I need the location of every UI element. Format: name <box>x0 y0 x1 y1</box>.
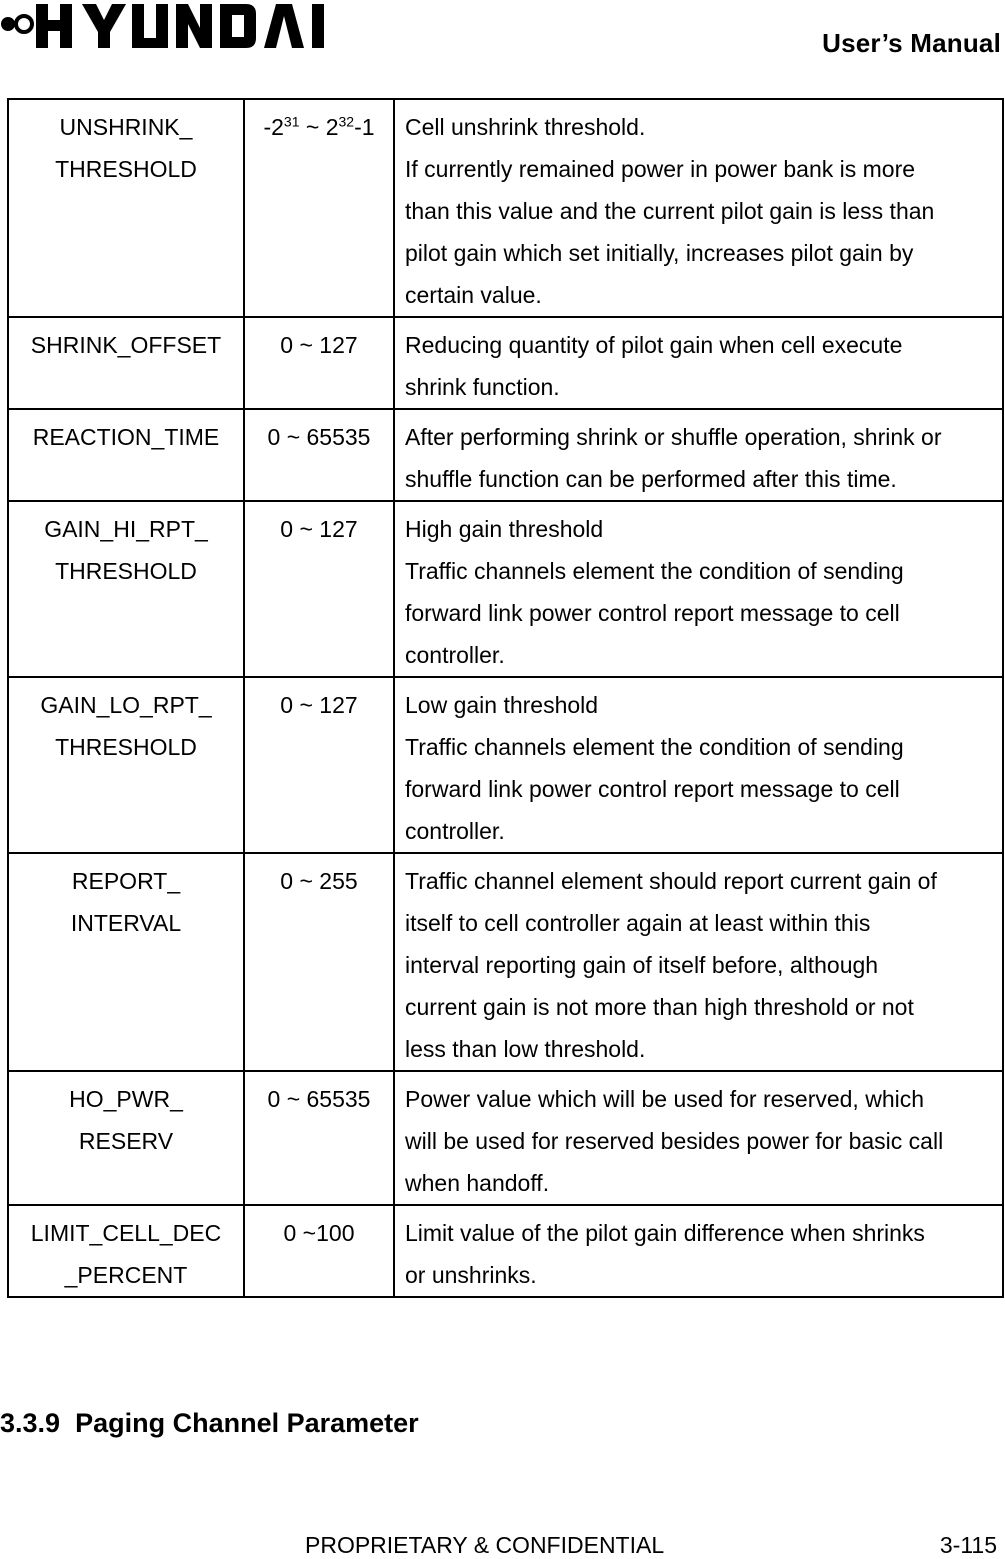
parameter-range: 0 ~ 65535 <box>267 424 371 450</box>
parameter-description-cell <box>394 317 1003 409</box>
manual-title: User’s Manual <box>822 28 1001 58</box>
parameter-description: After performing shrink or shuffle operation, shrink or <box>405 424 942 450</box>
parameter-description: current gain is not more than high threshold or not <box>405 994 914 1020</box>
parameter-range: 0 ~ 127 <box>280 332 358 358</box>
parameter-name: GAIN_LO_RPT_ <box>40 692 212 718</box>
parameter-range-cell <box>244 409 394 501</box>
section-title: Paging Channel Parameter <box>75 1408 419 1438</box>
parameter-description-cell <box>394 501 1003 677</box>
parameter-description: Reducing quantity of pilot gain when cell execute <box>405 332 903 358</box>
range-text: ~ 2 <box>299 114 339 140</box>
parameter-name-cell <box>8 1071 244 1205</box>
parameter-description: forward link power control report message to cell <box>405 600 900 626</box>
parameter-description: Traffic channels element the condition of sending <box>405 734 904 760</box>
parameter-description: will be used for reserved besides power for basic call <box>405 1128 944 1154</box>
parameter-name: INTERVAL <box>70 910 182 936</box>
range-exponent: 32 <box>338 113 355 130</box>
table-row <box>8 853 1003 1071</box>
parameter-range-cell <box>244 99 394 317</box>
parameter-range-cell <box>244 501 394 677</box>
range-exponent: 31 <box>283 113 300 130</box>
parameter-description: certain value. <box>405 282 542 308</box>
parameter-description: itself to cell controller again at least within this <box>405 910 871 936</box>
parameter-range-cell <box>244 317 394 409</box>
parameter-description: If currently remained power in power bank is more <box>405 156 916 182</box>
parameter-table <box>7 98 1004 1298</box>
parameter-range: 0 ~ 65535 <box>267 1086 371 1112</box>
parameter-range-cell <box>244 1071 394 1205</box>
hyundai-logo <box>0 0 330 60</box>
section-number: 3.3.9 <box>0 1408 61 1438</box>
hyundai-logo-mark <box>0 0 330 60</box>
parameter-description: than this value and the current pilot gain is less than <box>405 198 935 224</box>
footer-confidential: PROPRIETARY & CONFIDENTIAL <box>305 1532 665 1558</box>
parameter-description-cell <box>394 677 1003 853</box>
parameter-description-cell <box>394 1205 1003 1297</box>
parameter-table-body <box>8 99 1003 1297</box>
table-row <box>8 99 1003 317</box>
parameter-description-cell <box>394 409 1003 501</box>
parameter-range: 0 ~ 127 <box>280 516 358 542</box>
parameter-name-cell <box>8 99 244 317</box>
parameter-description: forward link power control report message to cell <box>405 776 900 802</box>
parameter-name-cell <box>8 853 244 1071</box>
parameter-description: controller. <box>405 818 505 844</box>
parameter-description: Traffic channels element the condition of sending <box>405 558 904 584</box>
parameter-description: shrink function. <box>405 374 560 400</box>
parameter-description: or unshrinks. <box>405 1262 537 1288</box>
parameter-range-cell <box>244 853 394 1071</box>
parameter-name: REACTION_TIME <box>32 424 220 450</box>
parameter-name-cell <box>8 501 244 677</box>
parameter-description-cell <box>394 1071 1003 1205</box>
parameter-description: Power value which will be used for reserved, which <box>405 1086 925 1112</box>
table-row <box>8 317 1003 409</box>
table-row <box>8 677 1003 853</box>
parameter-range <box>263 114 374 140</box>
parameter-name: HO_PWR_ <box>69 1086 183 1112</box>
parameter-name-cell <box>8 677 244 853</box>
parameter-description: interval reporting gain of itself before, although <box>405 952 879 978</box>
parameter-name: SHRINK_OFFSET <box>30 332 222 358</box>
parameter-name-cell <box>8 1205 244 1297</box>
parameter-name: GAIN_HI_RPT_ <box>44 516 208 542</box>
parameter-name: LIMIT_CELL_DEC <box>30 1220 222 1246</box>
page-number: 3-115 <box>939 1532 997 1558</box>
parameter-description: when handoff. <box>405 1170 550 1196</box>
table-row <box>8 1071 1003 1205</box>
parameter-description: pilot gain which set initially, increases pilot gain by <box>405 240 914 266</box>
parameter-name-cell <box>8 409 244 501</box>
range-text: -2 <box>263 114 284 140</box>
parameter-description: controller. <box>405 642 505 668</box>
parameter-name: UNSHRINK_ <box>59 114 193 140</box>
parameter-name-cell <box>8 317 244 409</box>
parameter-name: REPORT_ <box>71 868 181 894</box>
parameter-description: shuffle function can be performed after this time. <box>405 466 897 492</box>
parameter-range-cell <box>244 1205 394 1297</box>
table-row <box>8 409 1003 501</box>
table-row <box>8 501 1003 677</box>
parameter-description: Low gain threshold <box>405 692 599 718</box>
parameter-description-cell <box>394 853 1003 1071</box>
parameter-name: THRESHOLD <box>55 558 197 584</box>
parameter-name: THRESHOLD <box>55 734 197 760</box>
parameter-description: Cell unshrink threshold. <box>405 114 646 140</box>
parameter-description: High gain threshold <box>405 516 604 542</box>
parameter-name: THRESHOLD <box>55 156 197 182</box>
parameter-name: RESERV <box>78 1128 174 1154</box>
parameter-description: Traffic channel element should report current gain of <box>405 868 937 894</box>
parameter-description-cell <box>394 99 1003 317</box>
parameter-description: Limit value of the pilot gain difference when shrinks <box>405 1220 925 1246</box>
parameter-range: 0 ~100 <box>283 1220 355 1246</box>
parameter-range: 0 ~ 255 <box>280 868 358 894</box>
section-heading <box>0 1408 419 1439</box>
parameter-range-cell <box>244 677 394 853</box>
range-text: -1 <box>354 114 375 140</box>
parameter-description: less than low threshold. <box>405 1036 646 1062</box>
parameter-name: _PERCENT <box>64 1262 188 1288</box>
table-row <box>8 1205 1003 1297</box>
parameter-range: 0 ~ 127 <box>280 692 358 718</box>
